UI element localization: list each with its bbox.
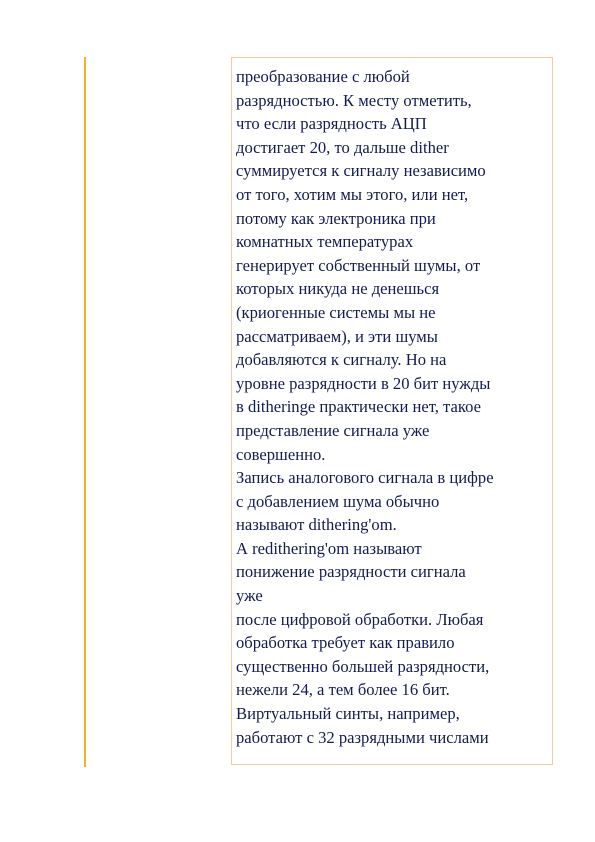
body-text-line: генерирует собственный шумы, от — [236, 255, 481, 275]
body-text-line: комнатных температурах — [236, 232, 414, 252]
body-text-line: работают с 32 разрядными числами — [236, 727, 489, 747]
margin-rule — [84, 57, 86, 767]
body-text-line: рассматриваем), и эти шумы — [236, 326, 438, 346]
body-text-line: с добавлением шума обычно — [236, 491, 440, 511]
body-text-line: нежели 24, а тем более 16 бит. — [236, 680, 450, 700]
body-text-line: существенно большей разрядности, — [236, 656, 490, 676]
body-text-line: понижение разрядности сигнала — [236, 562, 466, 582]
body-text-line: достигает 20, то дальше dither — [236, 137, 449, 157]
body-text-line: что если разрядность АЦП — [236, 114, 427, 134]
body-text-line: обработка требует как правило — [236, 633, 455, 653]
body-text-line: А redithering'om называют — [236, 538, 422, 558]
body-text-line: уровне разрядности в 20 бит нужды — [236, 373, 491, 393]
body-text-line: представление сигнала уже — [236, 420, 430, 440]
body-text-line: Запись аналогового сигнала в цифре — [236, 468, 494, 488]
body-text-line: называют dithering'om. — [236, 515, 397, 535]
body-text-line: от того, хотим мы этого, или нет, — [236, 184, 469, 204]
body-text-line: (криогенные системы мы не — [236, 302, 436, 322]
body-text-line: в ditheringe практически нет, такое — [236, 397, 481, 417]
body-text-line: которых никуда не денешься — [236, 279, 440, 299]
body-text-line: Виртуальный синты, например, — [236, 704, 460, 724]
body-text-line: добавляются к сигналу. Но на — [236, 350, 447, 370]
body-text-line: уже — [236, 586, 263, 606]
body-text-line: совершенно. — [236, 444, 326, 464]
body-text-line: преобразование с любой — [236, 67, 410, 86]
body-text-line: после цифровой обработки. Любая — [236, 609, 484, 629]
text-frame — [231, 57, 553, 765]
body-text-line: разрядностью. К месту отметить, — [236, 90, 472, 110]
body-text-line: суммируется к сигналу независимо — [236, 161, 486, 181]
body-text-line: потому как электроника при — [236, 208, 436, 228]
